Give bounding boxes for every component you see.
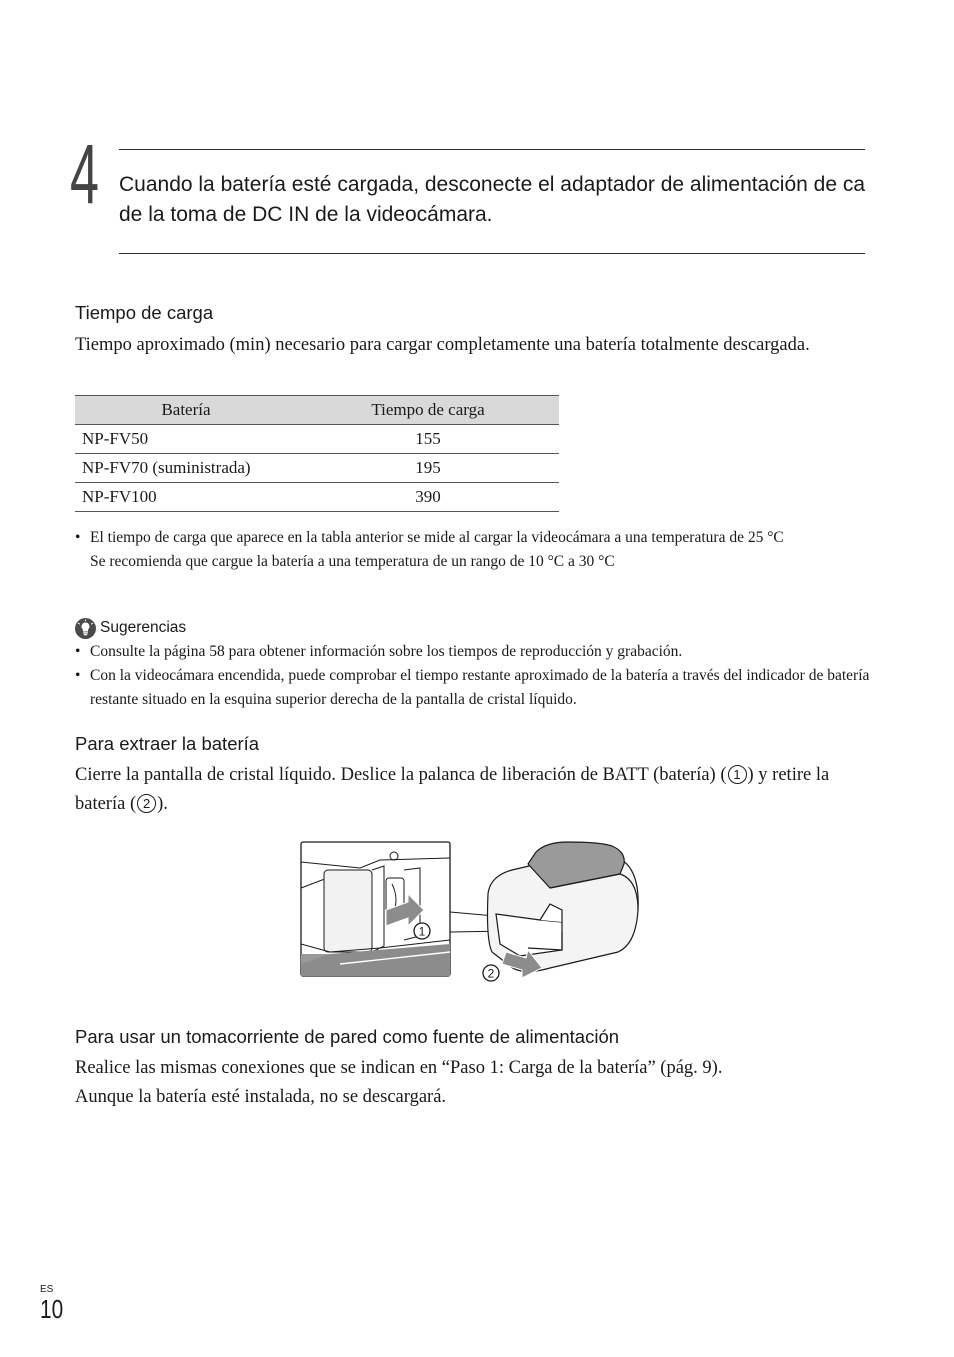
tips-list [75,640,870,712]
svg-text:1: 1 [418,924,426,939]
list-item [75,526,855,574]
wall-outlet-line1: Realice las mismas conexiones que se indican en “Paso 1: Carga de la batería” (pág. 9). [75,1058,723,1078]
wall-outlet-heading: Para usar un tomacorriente de pared como fuente de alimentación [75,1026,620,1047]
table-row [75,483,559,512]
table-cell-battery: NP-FV50 [75,425,297,454]
marker-1: 1 [728,765,747,784]
table-row [75,425,559,454]
table-header-battery: Batería [75,396,297,425]
remove-battery-text-part2: ) y retire la batería ( [75,765,830,814]
table-cell-battery: NP-FV100 [75,483,297,512]
remove-battery-text [75,761,865,819]
tip-text: Con la videocámara encendida, puede comprobar el tiempo restante aproximado de la batería a través del indicador de batería restante situado en la esquina superior derecha de la pantalla de cristal líquido. [90,667,870,708]
list-item [75,640,870,664]
tips-header [75,617,186,639]
step-bottom-rule [119,253,865,254]
table-header-row [75,396,559,425]
note-temperature: El tiempo de carga que aparece en la tabla anterior se mide al cargar la videocámara a una temperatura de 25 °C [90,529,784,546]
page-number: 10 [40,1294,64,1324]
remove-battery-text-part1: Cierre la pantalla de cristal líquido. Deslice la palanca de liberación de BATT (batería) ( [75,765,727,785]
table-cell-battery: NP-FV70 (suministrada) [75,454,297,483]
remove-battery-text-part3: ). [157,794,168,814]
charging-time-intro: Tiempo aproximado (min) necesario para cargar completamente una batería totalmente descargada. [75,335,810,355]
lightbulb-icon [75,618,96,639]
page-language: ES [40,1284,54,1295]
svg-text:2: 2 [487,966,495,981]
table-header-time: Tiempo de carga [297,396,559,425]
tips-label: Sugerencias [100,619,187,636]
step-top-rule [119,149,865,150]
step-number: 4 [70,127,99,221]
charging-time-table [75,395,559,512]
note-recommended-range: Se recomienda que cargue la batería a una temperatura de un rango de 10 °C a 30 °C [90,553,615,570]
step-instruction: Cuando la batería esté cargada, desconecte el adaptador de alimentación de ca de la toma de DC IN de la videocámara. [119,173,866,226]
charging-time-heading: Tiempo de carga [75,302,214,323]
table-cell-time: 155 [297,425,559,454]
table-row [75,454,559,483]
battery-removal-illustration [300,840,645,982]
table-cell-time: 195 [297,454,559,483]
table-cell-time: 390 [297,483,559,512]
marker-2: 2 [137,794,156,813]
wall-outlet-line2: Aunque la batería esté instalada, no se descargará. [75,1087,447,1107]
charging-notes [75,526,855,574]
list-item [75,664,870,712]
tip-text: Consulte la página 58 para obtener información sobre los tiempos de reproducción y grabación. [90,643,683,660]
remove-battery-heading: Para extraer la batería [75,733,260,754]
